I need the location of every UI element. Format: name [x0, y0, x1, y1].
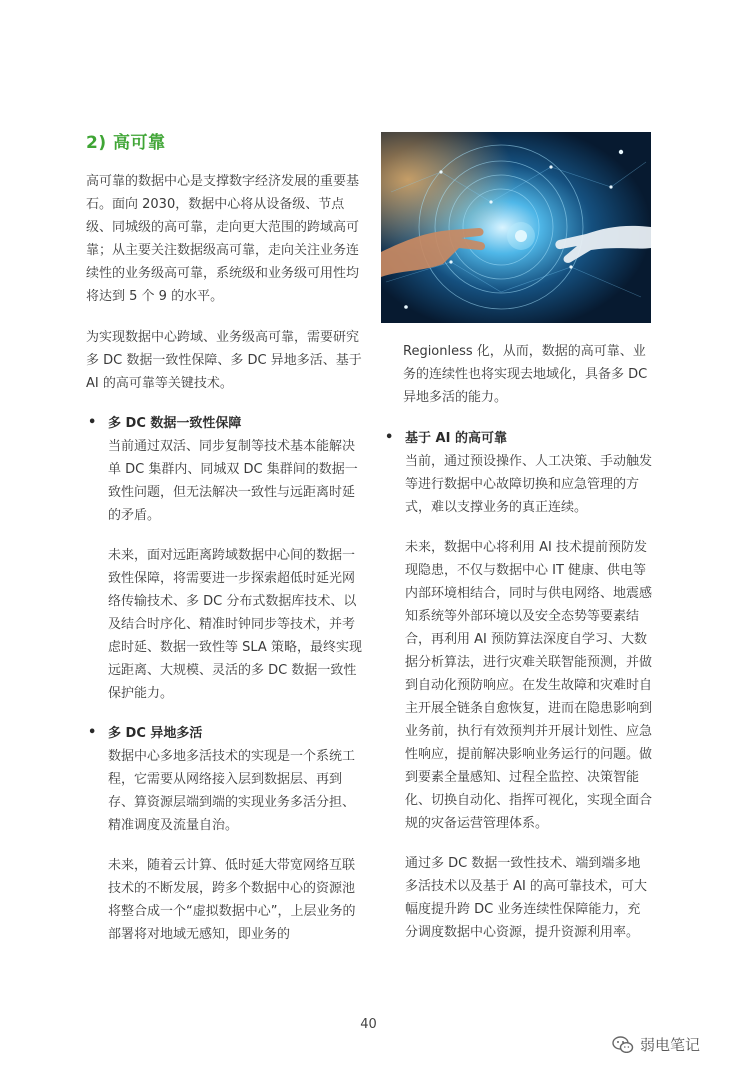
right-column — [385, 340, 653, 961]
ai-future-paragraph: 未来，数据中心将利用 AI 技术提前预防发现隐患，不仅与数据中心 IT 健康、供电等内部环境相结合，同时与供电网络、地震感知系统等外部环境以及安全态势等要素结合，再利用 AI 预防算法深度自学习、大数据分析算法，进行灾难关联智能预测，并做到自动化预防响应。在发生故障和灾难时自主开展全链条自愈恢复，进而在隐患影响到业务前，执行有效预判并开展计划性、应急性响应，提前解决影响业务运行的问题。做到要素全量感知、过程全监控、决策智能化、切换自动化、指挥可视化，实现全面合规的灾备运营管理体系。 — [405, 540, 653, 831]
consistency-current-paragraph: 当前通过双活、同步复制等技术基本能解决单 DC 集群内、同城双 DC 集群间的数据一致性问题，但无法解决一致性与远距离时延的矛盾。 — [108, 439, 358, 523]
watermark — [612, 1034, 700, 1055]
page-number: 40 — [360, 1017, 377, 1032]
intro-paragraph: 高可靠的数据中心是支撑数字经济发展的重要基石。面向 2030，数据中心将从设备级、节点级、同城级的高可靠，走向更大范围的跨域高可靠；从主要关注数据级高可靠，走向关注业务连续性的业务级高可靠，系统级和业务级可用性均将达到 5 个 9 的水平。 — [86, 174, 360, 304]
bullet-dot: • — [88, 725, 97, 740]
consistency-future-paragraph: 未来，面对远距离跨域数据中心间的数据一致性保障，将需要进一步探索超低时延光网络传输技术、多 DC 分布式数据库技术、以及结合时序化、精准时钟同步等技术，并考虑时延、数据一致性等 SLA 策略，最终实现远距离、大规模、灵活的多 DC 数据一致性保护能力。 — [108, 548, 362, 701]
bullet-title-text: 多 DC 异地多活 — [108, 726, 203, 741]
multi-active-current-paragraph: 数据中心多地多活技术的实现是一个系统工程，它需要从网络接入层到数据层、再到存、算资源层端到端的实现业务多活分担、精准调度及流量自治。 — [108, 749, 356, 833]
ai-hand-robot-image — [381, 132, 651, 323]
bullet-title-ai-reliability — [383, 427, 653, 450]
bullet-title-multi-active — [86, 722, 364, 745]
ai-current-paragraph: 当前，通过预设操作、人工决策、手动触发等进行数据中心故障切换和应急管理的方式，难以支撑业务的真正连续。 — [405, 454, 653, 515]
wechat-icon — [612, 1035, 634, 1055]
bullet-dot: • — [385, 430, 394, 445]
bullet-title-consistency — [86, 412, 364, 435]
regionless-paragraph: Regionless 化，从而，数据的高可靠、业务的连续性也将实现去地域化，具备多 DC 异地多活的能力。 — [403, 344, 648, 405]
section-title: 2) 高可靠 — [86, 133, 166, 153]
multi-active-future-paragraph: 未来，随着云计算、低时延大带宽网络互联技术的不断发展，跨多个数据中心的资源池将整合成一个“虚拟数据中心”，上层业务的部署将对地域无感知，即业务的 — [108, 858, 356, 942]
watermark-text: 弱电笔记 — [640, 1036, 701, 1054]
bullet-title-text: 多 DC 数据一致性保障 — [108, 416, 242, 431]
conclusion-paragraph: 通过多 DC 数据一致性技术、端到端多地多活技术以及基于 AI 的高可靠技术，可大幅度提升跨 DC 业务连续性保障能力，充分调度数据中心资源，提升资源利用率。 — [405, 856, 647, 940]
bullet-dot: • — [88, 415, 97, 430]
key-tech-paragraph: 为实现数据中心跨域、业务级高可靠，需要研究多 DC 数据一致性保障、多 DC 异地多活、基于 AI 的高可靠等关键技术。 — [86, 330, 362, 391]
hero-illustration — [381, 132, 651, 323]
left-column — [86, 170, 364, 963]
bullet-title-text: 基于 AI 的高可靠 — [405, 431, 507, 446]
